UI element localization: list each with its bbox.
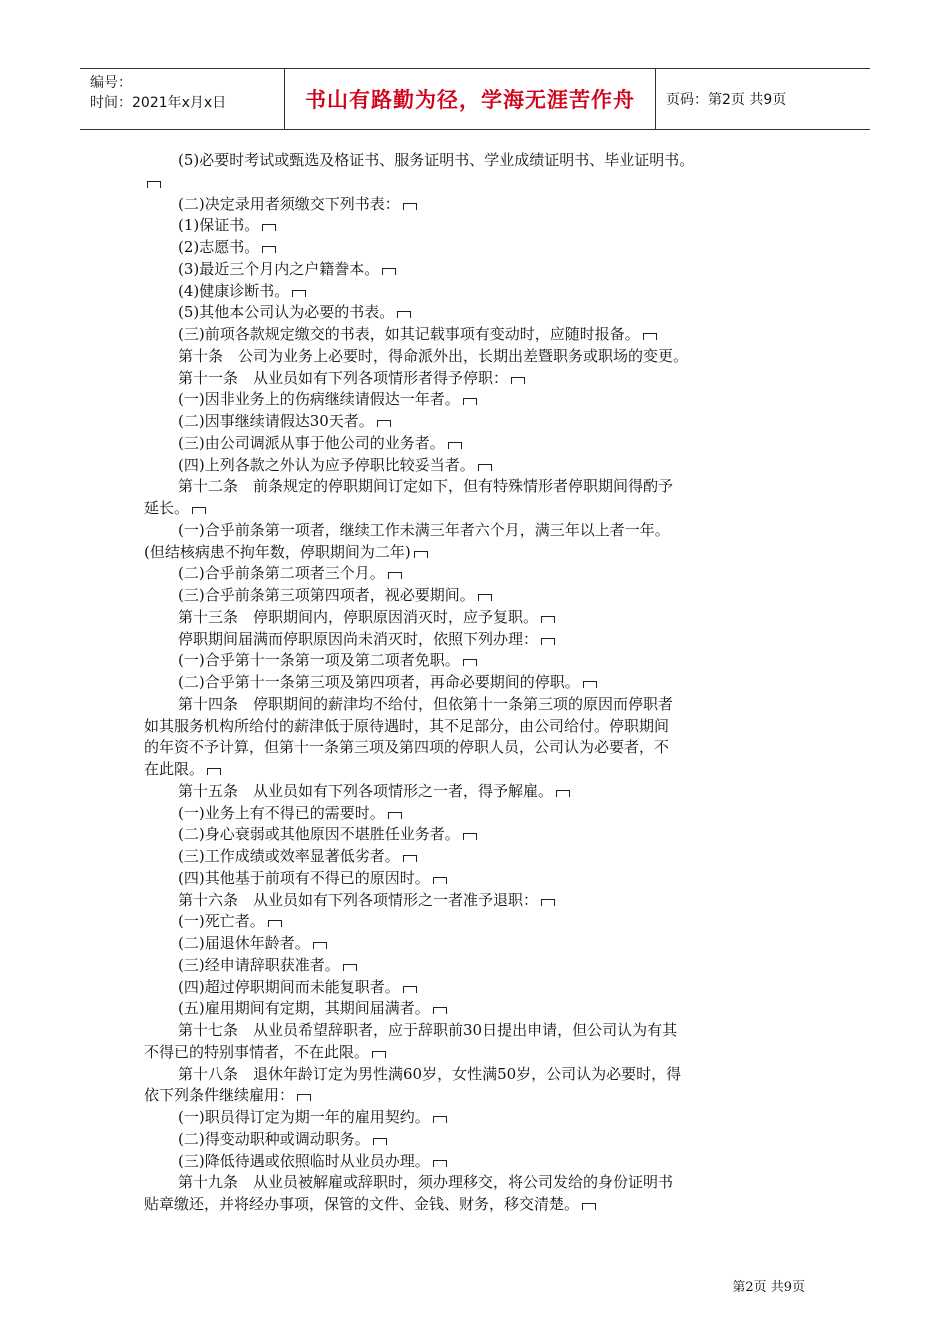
text-line <box>144 455 808 477</box>
paragraph-mark-icon <box>403 855 417 862</box>
text-line <box>144 542 808 564</box>
line-text: (一)死亡者。 <box>178 912 265 931</box>
text-line <box>144 977 808 999</box>
line-text: 停职期间届满而停职原因尚未消灭时，依照下列办理： <box>178 629 539 648</box>
line-text: (二)合乎前条第二项者三个月。 <box>178 564 385 583</box>
line-text: 在此限。 <box>144 760 205 778</box>
paragraph-mark-icon <box>373 1138 387 1145</box>
line-text: (一)合乎前条第一项者，继续工作未满三年者六个月，满三年以上者一年。 <box>178 520 670 539</box>
paragraph-mark-icon <box>372 1051 386 1058</box>
line-text: (4)健康诊断书。 <box>178 281 290 300</box>
line-text: (三)由公司调派从事于他公司的业务者。 <box>178 433 445 452</box>
text-line <box>144 585 808 607</box>
paragraph-mark-icon <box>388 812 402 819</box>
text-line <box>144 911 808 933</box>
line-text: 第十条 公司为业务上必要时，得命派外出，长期出差暨职务或职场的变更。 <box>178 346 689 365</box>
text-line <box>144 1020 808 1042</box>
text-line <box>144 868 808 890</box>
text-line <box>144 759 808 781</box>
text-line <box>144 259 808 281</box>
text-line <box>144 1194 808 1216</box>
line-text: 贴章缴还，并将经办事项，保管的文件、金钱、财务，移交清楚。 <box>144 1195 580 1213</box>
paragraph-mark-icon <box>262 224 276 231</box>
line-text: (二)届退休年龄者。 <box>178 934 310 952</box>
line-text: (2)志愿书。 <box>178 238 260 256</box>
paragraph-mark-icon <box>292 290 306 297</box>
line-text: 延长。 <box>144 499 190 517</box>
text-line <box>144 955 808 977</box>
text-line <box>144 520 808 542</box>
line-text: 第十八条 退休年龄订定为男性满60岁，女性满50岁，公司认为必要时，得 <box>178 1064 682 1083</box>
text-line <box>144 411 808 433</box>
paragraph-mark-icon <box>583 681 597 688</box>
text-line <box>144 302 808 324</box>
paragraph-mark-icon <box>463 833 477 840</box>
line-text: (四)其他基于前项有不得已的原因时。 <box>178 868 430 887</box>
text-line <box>144 324 808 346</box>
paragraph-mark-icon <box>397 311 411 318</box>
line-text: (三)经申请辞职获准者。 <box>178 955 340 974</box>
line-text: 第十二条 前条规定的停职期间订定如下，但有特殊情形者停职期间得酌予 <box>178 477 674 496</box>
paragraph-mark-icon <box>541 638 555 645</box>
text-line <box>144 716 808 738</box>
line-text: (5)必要时考试或甄选及格证书、服务证明书、学业成绩证明书、毕业证明书。 <box>178 151 695 169</box>
line-text: (三)降低待遇或依照临时从业员办理。 <box>178 1151 430 1170</box>
line-text: (二)因事继续请假达30天者。 <box>178 412 374 430</box>
paragraph-mark-icon <box>147 181 161 188</box>
line-text: (一)因非业务上的伤病继续请假达一年者。 <box>178 390 460 409</box>
paragraph-mark-icon <box>388 572 402 579</box>
page-header <box>80 68 870 130</box>
line-text: (1)保证书。 <box>178 216 260 235</box>
text-line <box>144 781 808 803</box>
text-line <box>144 824 808 846</box>
text-line <box>144 1042 808 1064</box>
paragraph-mark-icon <box>377 420 391 427</box>
line-text: (二)得变动职种或调动职务。 <box>178 1129 370 1148</box>
text-line <box>144 1172 808 1194</box>
line-text: (一)业务上有不得已的需要时。 <box>178 803 385 822</box>
header-page-number: 页码：第2页 共9页 <box>666 92 787 108</box>
text-line <box>144 803 808 825</box>
paragraph-mark-icon <box>463 398 477 405</box>
text-line <box>144 890 808 912</box>
line-text: 第十五条 从业员如有下列各项情形之一者，得予解雇。 <box>178 781 554 800</box>
paragraph-mark-icon <box>297 1094 311 1101</box>
text-line <box>144 607 808 629</box>
paragraph-mark-icon <box>268 920 282 927</box>
line-text: (二)决定录用者须缴交下列书表： <box>178 194 400 213</box>
line-text: 的年资不予计算，但第十一条第三项及第四项的停职人员，公司认为必要者，不 <box>144 738 670 757</box>
text-line <box>144 194 808 216</box>
text-line <box>144 933 808 955</box>
text-line <box>144 389 808 411</box>
paragraph-mark-icon <box>433 1007 447 1014</box>
text-line <box>144 1064 808 1086</box>
paragraph-mark-icon <box>433 877 447 884</box>
line-text: 第十一条 从业员如有下列各项情形者得予停职： <box>178 368 509 387</box>
line-text: (二)合乎第十一条第三项及第四项者，再命必要期间的停职。 <box>178 673 580 691</box>
paragraph-mark-icon <box>448 442 462 449</box>
line-text: 第十三条 停职期间内，停职原因消灭时，应予复职。 <box>178 607 539 626</box>
text-line <box>144 694 808 716</box>
line-text: (三)前项各款规定缴交的书表，如其记载事项有变动时，应随时报备。 <box>178 325 640 343</box>
paragraph-mark-icon <box>643 333 657 340</box>
line-text: 第十六条 从业员如有下列各项情形之一者准予退职： <box>178 890 539 909</box>
text-line <box>144 237 808 259</box>
paragraph-mark-icon <box>433 1116 447 1123</box>
line-text: (5)其他本公司认为必要的书表。 <box>178 303 395 322</box>
line-text: 第十四条 停职期间的薪津均不给付，但依第十一条第三项的原因而停职者 <box>178 694 674 713</box>
line-text: (二)身心衰弱或其他原因不堪胜任业务者。 <box>178 825 460 844</box>
line-text: 第十七条 从业员希望辞职者，应于辞职前30日提出申请，但公司认为有其 <box>178 1021 678 1039</box>
document-time-label: 时间：2021年x月x日 <box>90 95 227 111</box>
text-line <box>144 629 808 651</box>
paragraph-mark-icon <box>403 986 417 993</box>
text-line <box>144 1129 808 1151</box>
line-text: 依下列条件继续雇用： <box>144 1086 295 1105</box>
line-text: 不得已的特别事情者，不在此限。 <box>144 1042 370 1061</box>
page-footer: 第2页 共9页 <box>732 1280 805 1295</box>
paragraph-mark-icon <box>414 551 428 558</box>
line-text: (三)合乎前条第三项第四项者，视必要期间。 <box>178 586 475 604</box>
line-text: (四)上列各款之外认为应予停职比较妥当者。 <box>178 455 475 474</box>
paragraph-mark-icon <box>511 377 525 384</box>
text-line <box>144 650 808 672</box>
paragraph-mark-icon <box>262 246 276 253</box>
paragraph-mark-icon <box>343 964 357 971</box>
text-line <box>144 433 808 455</box>
paragraph-mark-icon <box>313 942 327 949</box>
paragraph-mark-icon <box>582 1203 596 1210</box>
line-text: (但结核病患不拘年数，停职期间为二年) <box>144 542 411 561</box>
text-line <box>144 476 808 498</box>
text-line <box>144 368 808 390</box>
text-line <box>144 737 808 759</box>
text-line <box>144 998 808 1020</box>
paragraph-mark-icon <box>541 616 555 623</box>
paragraph-mark-icon <box>207 768 221 775</box>
paragraph-mark-icon <box>403 203 417 210</box>
paragraph-mark-icon <box>382 268 396 275</box>
line-text: 如其服务机构所给付的薪津低于原待遇时，其不足部分，由公司给付。停职期间 <box>144 716 670 735</box>
text-line <box>144 498 808 520</box>
text-line <box>144 846 808 868</box>
paragraph-mark-icon <box>192 507 206 514</box>
text-line <box>144 1085 808 1107</box>
text-line <box>144 281 808 303</box>
paragraph-mark-icon <box>433 1160 447 1167</box>
line-text: (三)工作成绩或效率显著低劣者。 <box>178 847 400 865</box>
text-line <box>144 1107 808 1129</box>
text-line <box>144 563 808 585</box>
paragraph-mark-icon <box>541 899 555 906</box>
text-line <box>144 346 808 368</box>
paragraph-mark-icon <box>463 659 477 666</box>
line-text: (一)合乎第十一条第一项及第二项者免职。 <box>178 651 460 670</box>
text-line <box>144 672 808 694</box>
paragraph-mark-icon <box>478 594 492 601</box>
line-text: (四)超过停职期间而未能复职者。 <box>178 977 400 996</box>
line-text: (一)职员得订定为期一年的雇用契约。 <box>178 1108 430 1126</box>
header-meta <box>80 69 284 129</box>
line-text: (3)最近三个月内之户籍誊本。 <box>178 259 380 278</box>
document-body <box>144 150 808 1216</box>
document-number-label: 编号： <box>90 75 132 91</box>
text-line <box>144 215 808 237</box>
line-text: (五)雇用期间有定期，其期间届满者。 <box>178 999 430 1018</box>
header-motto: 书山有路勤为径，学海无涯苦作舟 <box>284 69 656 129</box>
line-text: 第十九条 从业员被解雇或辞职时，须办理移交，将公司发给的身份证明书 <box>178 1173 674 1192</box>
text-line <box>144 1151 808 1173</box>
text-line <box>144 172 808 194</box>
paragraph-mark-icon <box>478 464 492 471</box>
paragraph-mark-icon <box>556 790 570 797</box>
text-line <box>144 150 808 172</box>
